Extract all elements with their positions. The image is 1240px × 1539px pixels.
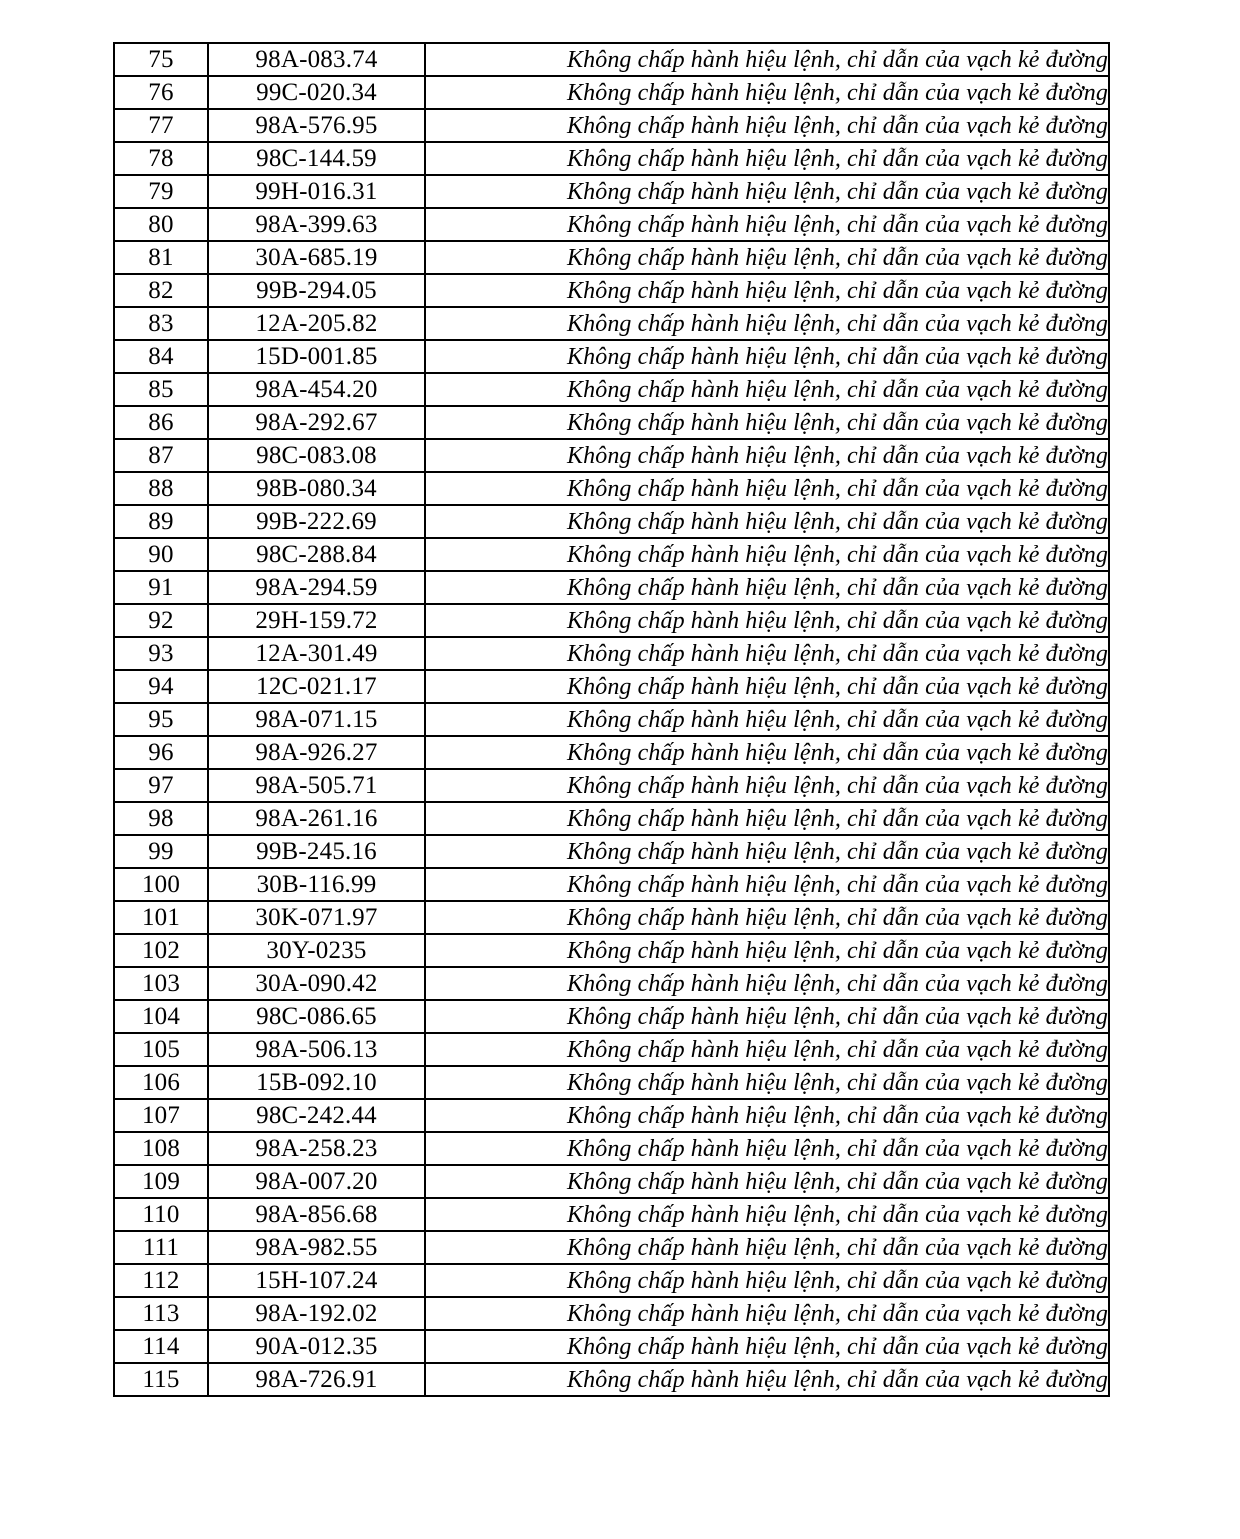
violation-description-cell: Không chấp hành hiệu lệnh, chỉ dẫn của vạch kẻ đường: [425, 109, 1109, 142]
license-plate-cell: 15H-107.24: [208, 1264, 425, 1297]
license-plate-cell: 98A-071.15: [208, 703, 425, 736]
violation-description-cell: Không chấp hành hiệu lệnh, chỉ dẫn của vạch kẻ đường: [425, 835, 1109, 868]
license-plate-cell: 15B-092.10: [208, 1066, 425, 1099]
license-plate-cell: 29H-159.72: [208, 604, 425, 637]
table-row: [114, 1165, 1109, 1198]
table-row: [114, 1066, 1109, 1099]
table-row: [114, 769, 1109, 802]
violation-description-cell: Không chấp hành hiệu lệnh, chỉ dẫn của vạch kẻ đường: [425, 1033, 1109, 1066]
violation-description-cell: Không chấp hành hiệu lệnh, chỉ dẫn của vạch kẻ đường: [425, 571, 1109, 604]
violation-description-cell: Không chấp hành hiệu lệnh, chỉ dẫn của vạch kẻ đường: [425, 1000, 1109, 1033]
license-plate-cell: 98A-576.95: [208, 109, 425, 142]
violation-description-cell: Không chấp hành hiệu lệnh, chỉ dẫn của vạch kẻ đường: [425, 1363, 1109, 1396]
row-index-cell: 86: [114, 406, 208, 439]
violation-description-cell: Không chấp hành hiệu lệnh, chỉ dẫn của vạch kẻ đường: [425, 934, 1109, 967]
row-index-cell: 108: [114, 1132, 208, 1165]
table-row: [114, 868, 1109, 901]
violation-description-cell: Không chấp hành hiệu lệnh, chỉ dẫn của vạch kẻ đường: [425, 142, 1109, 175]
table-row: [114, 736, 1109, 769]
row-index-cell: 85: [114, 373, 208, 406]
violation-description-cell: Không chấp hành hiệu lệnh, chỉ dẫn của vạch kẻ đường: [425, 340, 1109, 373]
row-index-cell: 104: [114, 1000, 208, 1033]
table-row: [114, 1132, 1109, 1165]
table-row: [114, 505, 1109, 538]
row-index-cell: 84: [114, 340, 208, 373]
row-index-cell: 92: [114, 604, 208, 637]
violation-table-body: [114, 43, 1109, 1396]
license-plate-cell: 98A-261.16: [208, 802, 425, 835]
table-row: [114, 1264, 1109, 1297]
table-row: [114, 208, 1109, 241]
license-plate-cell: 98C-083.08: [208, 439, 425, 472]
license-plate-cell: 98A-007.20: [208, 1165, 425, 1198]
row-index-cell: 80: [114, 208, 208, 241]
violation-description-cell: Không chấp hành hiệu lệnh, chỉ dẫn của vạch kẻ đường: [425, 406, 1109, 439]
violation-description-cell: Không chấp hành hiệu lệnh, chỉ dẫn của vạch kẻ đường: [425, 472, 1109, 505]
table-row: [114, 571, 1109, 604]
table-row: [114, 472, 1109, 505]
violation-description-cell: Không chấp hành hiệu lệnh, chỉ dẫn của vạch kẻ đường: [425, 43, 1109, 76]
row-index-cell: 83: [114, 307, 208, 340]
table-row: [114, 76, 1109, 109]
license-plate-cell: 98A-294.59: [208, 571, 425, 604]
violation-description-cell: Không chấp hành hiệu lệnh, chỉ dẫn của vạch kẻ đường: [425, 538, 1109, 571]
license-plate-cell: 99B-245.16: [208, 835, 425, 868]
violation-description-cell: Không chấp hành hiệu lệnh, chỉ dẫn của vạch kẻ đường: [425, 76, 1109, 109]
violation-description-cell: Không chấp hành hiệu lệnh, chỉ dẫn của vạch kẻ đường: [425, 802, 1109, 835]
violation-description-cell: Không chấp hành hiệu lệnh, chỉ dẫn của vạch kẻ đường: [425, 1066, 1109, 1099]
table-row: [114, 1099, 1109, 1132]
row-index-cell: 79: [114, 175, 208, 208]
table-row: [114, 967, 1109, 1000]
violation-description-cell: Không chấp hành hiệu lệnh, chỉ dẫn của vạch kẻ đường: [425, 241, 1109, 274]
row-index-cell: 82: [114, 274, 208, 307]
table-row: [114, 340, 1109, 373]
table-row: [114, 1231, 1109, 1264]
license-plate-cell: 12A-301.49: [208, 637, 425, 670]
license-plate-cell: 99C-020.34: [208, 76, 425, 109]
table-row: [114, 1000, 1109, 1033]
row-index-cell: 110: [114, 1198, 208, 1231]
violation-description-cell: Không chấp hành hiệu lệnh, chỉ dẫn của vạch kẻ đường: [425, 1264, 1109, 1297]
row-index-cell: 90: [114, 538, 208, 571]
license-plate-cell: 98A-083.74: [208, 43, 425, 76]
table-row: [114, 703, 1109, 736]
violation-description-cell: Không chấp hành hiệu lệnh, chỉ dẫn của vạch kẻ đường: [425, 637, 1109, 670]
row-index-cell: 107: [114, 1099, 208, 1132]
violation-description-cell: Không chấp hành hiệu lệnh, chỉ dẫn của vạch kẻ đường: [425, 901, 1109, 934]
table-row: [114, 1198, 1109, 1231]
violation-description-cell: Không chấp hành hiệu lệnh, chỉ dẫn của vạch kẻ đường: [425, 439, 1109, 472]
table-row: [114, 835, 1109, 868]
violation-description-cell: Không chấp hành hiệu lệnh, chỉ dẫn của vạch kẻ đường: [425, 1198, 1109, 1231]
license-plate-cell: 30A-685.19: [208, 241, 425, 274]
violation-description-cell: Không chấp hành hiệu lệnh, chỉ dẫn của vạch kẻ đường: [425, 703, 1109, 736]
violation-description-cell: Không chấp hành hiệu lệnh, chỉ dẫn của vạch kẻ đường: [425, 670, 1109, 703]
row-index-cell: 78: [114, 142, 208, 175]
violation-description-cell: Không chấp hành hiệu lệnh, chỉ dẫn của vạch kẻ đường: [425, 1132, 1109, 1165]
row-index-cell: 101: [114, 901, 208, 934]
license-plate-cell: 98A-726.91: [208, 1363, 425, 1396]
row-index-cell: 87: [114, 439, 208, 472]
violation-description-cell: Không chấp hành hiệu lệnh, chỉ dẫn của vạch kẻ đường: [425, 604, 1109, 637]
violation-description-cell: Không chấp hành hiệu lệnh, chỉ dẫn của vạch kẻ đường: [425, 868, 1109, 901]
table-row: [114, 934, 1109, 967]
row-index-cell: 89: [114, 505, 208, 538]
license-plate-cell: 98A-506.13: [208, 1033, 425, 1066]
violation-description-cell: Không chấp hành hiệu lệnh, chỉ dẫn của vạch kẻ đường: [425, 1099, 1109, 1132]
table-row: [114, 670, 1109, 703]
table-row: [114, 43, 1109, 76]
license-plate-cell: 98C-288.84: [208, 538, 425, 571]
row-index-cell: 98: [114, 802, 208, 835]
license-plate-cell: 98A-399.63: [208, 208, 425, 241]
violation-description-cell: Không chấp hành hiệu lệnh, chỉ dẫn của vạch kẻ đường: [425, 736, 1109, 769]
table-row: [114, 1297, 1109, 1330]
row-index-cell: 105: [114, 1033, 208, 1066]
violation-description-cell: Không chấp hành hiệu lệnh, chỉ dẫn của vạch kẻ đường: [425, 1165, 1109, 1198]
row-index-cell: 103: [114, 967, 208, 1000]
row-index-cell: 94: [114, 670, 208, 703]
license-plate-cell: 99B-222.69: [208, 505, 425, 538]
license-plate-cell: 98A-192.02: [208, 1297, 425, 1330]
license-plate-cell: 98A-454.20: [208, 373, 425, 406]
row-index-cell: 106: [114, 1066, 208, 1099]
row-index-cell: 114: [114, 1330, 208, 1363]
license-plate-cell: 30B-116.99: [208, 868, 425, 901]
row-index-cell: 88: [114, 472, 208, 505]
row-index-cell: 96: [114, 736, 208, 769]
table-row: [114, 538, 1109, 571]
row-index-cell: 77: [114, 109, 208, 142]
license-plate-cell: 90A-012.35: [208, 1330, 425, 1363]
row-index-cell: 81: [114, 241, 208, 274]
license-plate-cell: 98A-856.68: [208, 1198, 425, 1231]
table-row: [114, 142, 1109, 175]
license-plate-cell: 15D-001.85: [208, 340, 425, 373]
license-plate-cell: 30A-090.42: [208, 967, 425, 1000]
row-index-cell: 91: [114, 571, 208, 604]
table-row: [114, 604, 1109, 637]
row-index-cell: 102: [114, 934, 208, 967]
license-plate-cell: 98C-144.59: [208, 142, 425, 175]
violation-description-cell: Không chấp hành hiệu lệnh, chỉ dẫn của vạch kẻ đường: [425, 1330, 1109, 1363]
table-row: [114, 241, 1109, 274]
violation-description-cell: Không chấp hành hiệu lệnh, chỉ dẫn của vạch kẻ đường: [425, 175, 1109, 208]
row-index-cell: 76: [114, 76, 208, 109]
license-plate-cell: 30K-071.97: [208, 901, 425, 934]
table-row: [114, 307, 1109, 340]
row-index-cell: 111: [114, 1231, 208, 1264]
violation-table: [113, 42, 1110, 1397]
violation-description-cell: Không chấp hành hiệu lệnh, chỉ dẫn của vạch kẻ đường: [425, 208, 1109, 241]
row-index-cell: 112: [114, 1264, 208, 1297]
license-plate-cell: 98A-258.23: [208, 1132, 425, 1165]
table-row: [114, 373, 1109, 406]
row-index-cell: 95: [114, 703, 208, 736]
violation-description-cell: Không chấp hành hiệu lệnh, chỉ dẫn của vạch kẻ đường: [425, 1297, 1109, 1330]
violation-description-cell: Không chấp hành hiệu lệnh, chỉ dẫn của vạch kẻ đường: [425, 274, 1109, 307]
row-index-cell: 75: [114, 43, 208, 76]
license-plate-cell: 12C-021.17: [208, 670, 425, 703]
row-index-cell: 97: [114, 769, 208, 802]
license-plate-cell: 98C-242.44: [208, 1099, 425, 1132]
license-plate-cell: 98A-505.71: [208, 769, 425, 802]
violation-description-cell: Không chấp hành hiệu lệnh, chỉ dẫn của vạch kẻ đường: [425, 769, 1109, 802]
table-row: [114, 1363, 1109, 1396]
row-index-cell: 109: [114, 1165, 208, 1198]
license-plate-cell: 98A-292.67: [208, 406, 425, 439]
violation-description-cell: Không chấp hành hiệu lệnh, chỉ dẫn của vạch kẻ đường: [425, 505, 1109, 538]
violation-description-cell: Không chấp hành hiệu lệnh, chỉ dẫn của vạch kẻ đường: [425, 307, 1109, 340]
license-plate-cell: 30Y-0235: [208, 934, 425, 967]
table-row: [114, 109, 1109, 142]
violation-description-cell: Không chấp hành hiệu lệnh, chỉ dẫn của vạch kẻ đường: [425, 1231, 1109, 1264]
violation-description-cell: Không chấp hành hiệu lệnh, chỉ dẫn của vạch kẻ đường: [425, 373, 1109, 406]
table-row: [114, 802, 1109, 835]
license-plate-cell: 99H-016.31: [208, 175, 425, 208]
row-index-cell: 100: [114, 868, 208, 901]
license-plate-cell: 98C-086.65: [208, 1000, 425, 1033]
violation-description-cell: Không chấp hành hiệu lệnh, chỉ dẫn của vạch kẻ đường: [425, 967, 1109, 1000]
row-index-cell: 113: [114, 1297, 208, 1330]
table-row: [114, 274, 1109, 307]
table-row: [114, 637, 1109, 670]
table-row: [114, 901, 1109, 934]
table-row: [114, 439, 1109, 472]
license-plate-cell: 12A-205.82: [208, 307, 425, 340]
table-row: [114, 406, 1109, 439]
row-index-cell: 99: [114, 835, 208, 868]
row-index-cell: 115: [114, 1363, 208, 1396]
row-index-cell: 93: [114, 637, 208, 670]
table-row: [114, 175, 1109, 208]
table-row: [114, 1330, 1109, 1363]
license-plate-cell: 99B-294.05: [208, 274, 425, 307]
license-plate-cell: 98B-080.34: [208, 472, 425, 505]
license-plate-cell: 98A-982.55: [208, 1231, 425, 1264]
license-plate-cell: 98A-926.27: [208, 736, 425, 769]
table-row: [114, 1033, 1109, 1066]
